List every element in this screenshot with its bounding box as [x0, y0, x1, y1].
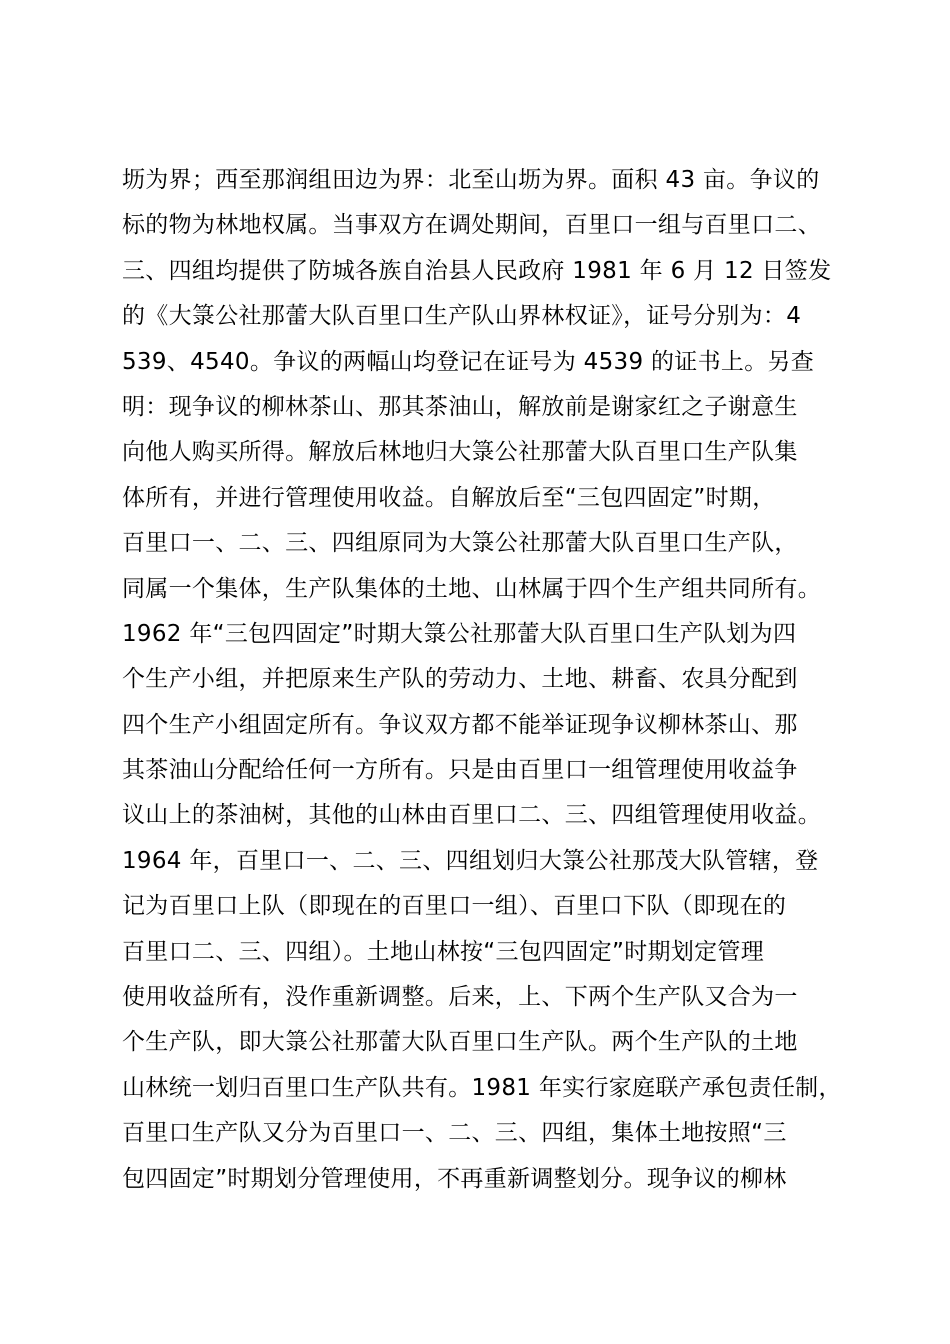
- text-line: 山林统一划归百里口生产队共有。1981 年实行家庭联产承包责任制，: [122, 1074, 842, 1101]
- text-line: 明：现争议的柳林茶山、那其茶油山，解放前是谢家红之子谢意生: [122, 393, 798, 420]
- text-line: 标的物为林地权属。当事双方在调处期间，百里口一组与百里口二、: [122, 212, 821, 239]
- text-line: 539、4540。争议的两幅山均登记在证号为 4539 的证书上。另查: [122, 348, 815, 375]
- text-line: 坜为界；西至那润组田边为界：北至山坜为界。面积 43 亩。争议的: [122, 167, 820, 193]
- text-line: 的《大箓公社那蕾大队百里口生产队山界林权证》，证号分别为：4: [122, 303, 802, 330]
- text-line: 记为百里口上队（即现在的百里口一组）、百里口下队（即现在的: [122, 893, 787, 920]
- text-line: 包四固定”时期划分管理使用，不再重新调整划分。现争议的柳林: [122, 1165, 787, 1192]
- text-line: 向他人购买所得。解放后林地归大箓公社那蕾大队百里口生产队集: [122, 439, 798, 466]
- body-text: [122, 158, 862, 1202]
- text-line: 议山上的茶油树，其他的山林由百里口二、三、四组管理使用收益。: [122, 802, 821, 829]
- text-line: 1964 年，百里口一、二、三、四组划归大箓公社那茂大队管辖，登: [122, 847, 819, 874]
- text-line: 体所有，并进行管理使用收益。自解放后至“三包四固定”时期，: [122, 484, 776, 511]
- text-line: 使用收益所有，没作重新调整。后来，上、下两个生产队又合为一: [122, 984, 798, 1011]
- text-line: 四个生产小组固定所有。争议双方都不能举证现争议柳林茶山、那: [122, 711, 798, 738]
- text-line: 三、四组均提供了防城各族自治县人民政府 1981 年 6 月 12 日签发: [122, 257, 832, 284]
- text-line: 个生产队，即大箓公社那蕾大队百里口生产队。两个生产队的土地: [122, 1029, 798, 1056]
- text-line: 个生产小组，并把原来生产队的劳动力、土地、耕畜、农具分配到: [122, 666, 798, 693]
- text-line: 百里口一、二、三、四组原同为大箓公社那蕾大队百里口生产队，: [122, 530, 798, 557]
- text-line: 百里口生产队又分为百里口一、二、三、四组，集体土地按照“三: [122, 1120, 787, 1147]
- text-line: 其茶油山分配给任何一方所有。只是由百里口一组管理使用收益争: [122, 757, 798, 784]
- text-line: 1962 年“三包四固定”时期大箓公社那蕾大队百里口生产队划为四: [122, 620, 797, 647]
- text-line: 百里口二、三、四组）。土地山林按“三包四固定”时期划定管理: [122, 938, 765, 965]
- text-line: 同属一个集体，生产队集体的土地、山林属于四个生产组共同所有。: [122, 575, 821, 602]
